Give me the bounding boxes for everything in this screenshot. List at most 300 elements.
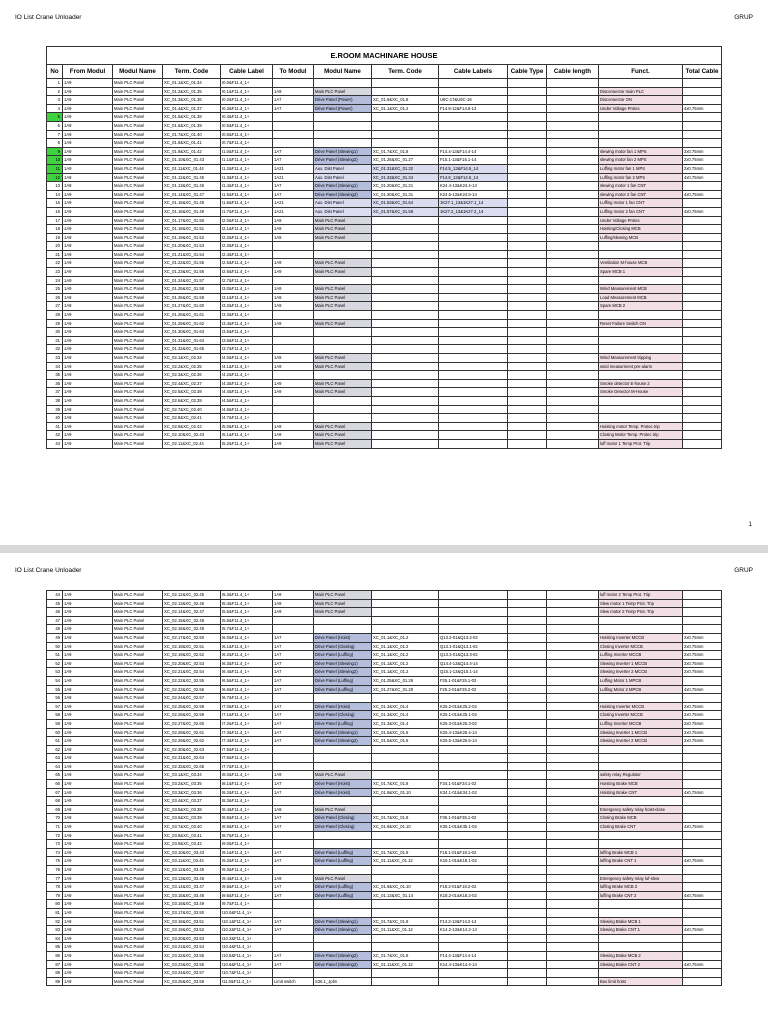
table-row xyxy=(47,431,722,440)
cell-cable-labels xyxy=(439,130,508,139)
cell-modul-name: Main PLC Panel xyxy=(113,737,163,746)
cell-total-cable xyxy=(683,96,722,105)
cell-cable-labels xyxy=(439,79,508,88)
cell-from-modul: 1A9 xyxy=(63,156,113,165)
cell-total-cable xyxy=(683,754,722,763)
cell-term-code: XC_01.9&XC_01.42 xyxy=(163,147,221,156)
cell-no: 6 xyxy=(47,121,63,130)
cell-term-code: XC_02.13&XC_02.46 xyxy=(163,599,221,608)
cell-to-modul: 1A7 xyxy=(273,719,314,728)
cell-cable-label: I3.0&F11.4_1+ xyxy=(221,285,273,294)
cell-total-cable xyxy=(683,250,722,259)
cell-term-code: XC_01.16&XC_01.49 xyxy=(163,207,221,216)
cell-cable-length xyxy=(547,233,599,242)
cell-to-modul-name: Drive Panel (Hoist) xyxy=(314,788,372,797)
cell-no: 33 xyxy=(47,354,63,363)
cell-no: 51 xyxy=(47,651,63,660)
cell-modul-name: Main PLC Panel xyxy=(113,96,163,105)
page-number: 1 xyxy=(748,522,752,528)
cell-from-modul: 1A9 xyxy=(63,651,113,660)
cell-term-code: XC_02.32&XC_02.65 xyxy=(163,762,221,771)
cell-from-modul: 1A9 xyxy=(63,362,113,371)
cell-term-code: XC_03.1&XC_03.34 xyxy=(163,771,221,780)
cell-from-modul: 1A9 xyxy=(63,319,113,328)
cell-from-modul: 1A9 xyxy=(63,848,113,857)
cell-term-code: XC_01.30&XC_01.63 xyxy=(163,328,221,337)
table-row xyxy=(47,439,722,448)
cell-funct xyxy=(599,969,683,978)
cell-term-code: XC_03.11&XC_03.44 xyxy=(163,857,221,866)
cell-term-code: XC_01.20&XC_01.53 xyxy=(163,242,221,251)
cell-cable-type xyxy=(508,917,547,926)
cell-to-modul-name: Main PLC Panel xyxy=(314,599,372,608)
cell-from-modul: 1A9 xyxy=(63,762,113,771)
cell-cable-labels: K34.1-01&K34.1-02 xyxy=(439,788,508,797)
cell-funct xyxy=(599,414,683,423)
cell-cable-length xyxy=(547,431,599,440)
cell-cable-length xyxy=(547,797,599,806)
cell-total-cable xyxy=(683,405,722,414)
cell-modul-name: Main PLC Panel xyxy=(113,616,163,625)
cell-total-cable xyxy=(683,874,722,883)
cell-term-code: XC_01.19&XC_01.52 xyxy=(163,233,221,242)
cell-cable-length xyxy=(547,207,599,216)
cell-to-modul-name xyxy=(314,616,372,625)
cell-cable-label: I0.3&F11.4_1+ xyxy=(221,104,273,113)
cell-cable-label: I1.4&F11.4_1+ xyxy=(221,182,273,191)
cell-cable-length xyxy=(547,216,599,225)
cell-to-term-code xyxy=(372,328,439,337)
cell-cable-type xyxy=(508,642,547,651)
cell-total-cable xyxy=(683,797,722,806)
table-row xyxy=(47,694,722,703)
cell-cable-label: I4.4&F11.4_1+ xyxy=(221,388,273,397)
cell-cable-length xyxy=(547,405,599,414)
cell-funct: wind measurment pre-alarm xyxy=(599,362,683,371)
cell-term-code: XC_02.11&XC_02.44 xyxy=(163,439,221,448)
cell-to-term-code xyxy=(372,388,439,397)
cell-cable-length xyxy=(547,87,599,96)
cell-to-modul xyxy=(273,371,314,380)
cell-no: 71 xyxy=(47,823,63,832)
cell-total-cable xyxy=(683,969,722,978)
cell-cable-length xyxy=(547,762,599,771)
cell-to-modul-name: Main PLC Panel xyxy=(314,354,372,363)
cell-to-term-code xyxy=(372,840,439,849)
cell-to-modul: 1A7 xyxy=(273,182,314,191)
table-row xyxy=(47,780,722,789)
cell-cable-type xyxy=(508,362,547,371)
cell-to-term-code: XC_01.1&XC_01.2 xyxy=(372,633,439,642)
table-row xyxy=(47,711,722,720)
cell-cable-labels xyxy=(439,900,508,909)
cell-modul-name: Main PLC Panel xyxy=(113,866,163,875)
cell-to-term-code: XC_01.9&XC_01.10 xyxy=(372,823,439,832)
cell-term-code: XC_01.14&XC_01.47 xyxy=(163,190,221,199)
cell-to-modul: 1A7 xyxy=(273,668,314,677)
cell-term-code: XC_03.12&XC_03.45 xyxy=(163,866,221,875)
cell-to-modul-name xyxy=(314,908,372,917)
cell-total-cable: 4x0,75mm xyxy=(683,190,722,199)
cell-to-term-code xyxy=(372,319,439,328)
cell-cable-type xyxy=(508,616,547,625)
cell-cable-label: I6.0&F11.4_1+ xyxy=(221,633,273,642)
cell-cable-labels xyxy=(439,831,508,840)
cell-to-modul-name: Main PLC Panel xyxy=(314,874,372,883)
cell-modul-name: Main PLC Panel xyxy=(113,319,163,328)
cell-cable-type xyxy=(508,694,547,703)
cell-total-cable xyxy=(683,182,722,191)
cell-to-modul-name: Drive Panel (Hoist) xyxy=(314,633,372,642)
cell-funct: Slew motor 2 Temp Prot. Trip xyxy=(599,608,683,617)
cell-to-modul-name: Aux. Dist Panel xyxy=(314,207,372,216)
cell-modul-name: Main PLC Panel xyxy=(113,823,163,832)
cell-total-cable xyxy=(683,285,722,294)
cell-total-cable xyxy=(683,87,722,96)
cell-to-modul: 1A9 xyxy=(273,216,314,225)
table-row xyxy=(47,156,722,165)
cell-to-modul xyxy=(273,405,314,414)
cell-to-modul-name xyxy=(314,371,372,380)
cell-total-cable: 2x0.75mm xyxy=(683,711,722,720)
cell-to-modul: 1A7 xyxy=(273,190,314,199)
cell-total-cable: 4x0,75mm xyxy=(683,926,722,935)
cell-to-modul: 1A9 xyxy=(273,319,314,328)
cell-modul-name: Main PLC Panel xyxy=(113,977,163,986)
cell-funct: Emergency safety relay luf-slew xyxy=(599,874,683,883)
cell-modul-name: Main PLC Panel xyxy=(113,908,163,917)
cell-from-modul: 1A9 xyxy=(63,379,113,388)
cell-funct: Luffing Inverter MCCB xyxy=(599,651,683,660)
table-row xyxy=(47,659,722,668)
cell-cable-length xyxy=(547,917,599,926)
cell-to-term-code xyxy=(372,908,439,917)
cell-term-code: XC_01.2&XC_01.35 xyxy=(163,87,221,96)
cell-cable-length xyxy=(547,977,599,986)
cell-cable-type xyxy=(508,866,547,875)
cell-funct: slewing motor fan 1 MPS xyxy=(599,147,683,156)
cell-to-modul-name: Drive Panel (Luffing) xyxy=(314,857,372,866)
cell-to-term-code xyxy=(372,379,439,388)
cell-cable-length xyxy=(547,676,599,685)
cell-term-code: XC_02.29&XC_02.62 xyxy=(163,737,221,746)
cell-funct: Luffing Inverter MCCB xyxy=(599,719,683,728)
cell-cable-length xyxy=(547,276,599,285)
cell-to-modul: 1A7 xyxy=(273,702,314,711)
cell-modul-name: Main PLC Panel xyxy=(113,285,163,294)
cell-funct: Closing Brake MCB xyxy=(599,814,683,823)
cell-modul-name: Main PLC Panel xyxy=(113,328,163,337)
io-table-page-1 xyxy=(46,46,722,449)
cell-from-modul: 1A9 xyxy=(63,771,113,780)
cell-cable-label: I9.5&F11.4_1+ xyxy=(221,883,273,892)
cell-no: 58 xyxy=(47,711,63,720)
cell-to-modul-name: Drive Panel (Hoist) xyxy=(314,702,372,711)
cell-term-code: XC_01.26&XC_01.59 xyxy=(163,293,221,302)
cell-term-code: XC_03.15&XC_03.48 xyxy=(163,891,221,900)
cell-cable-labels: U6C-17&U6C-16 xyxy=(439,96,508,105)
table-row xyxy=(47,96,722,105)
document-title: IO List Crane Unloader xyxy=(15,567,82,574)
cell-from-modul: 1A9 xyxy=(63,199,113,208)
cell-cable-type xyxy=(508,113,547,122)
cell-to-modul-name: Aux. Dist Panel xyxy=(314,199,372,208)
cell-cable-label: I1.5&F11.4_1+ xyxy=(221,190,273,199)
cell-term-code: XC_03.5&XC_03.38 xyxy=(163,805,221,814)
cell-from-modul: 1A9 xyxy=(63,268,113,277)
cell-funct xyxy=(599,762,683,771)
cell-cable-type xyxy=(508,216,547,225)
cell-cable-length xyxy=(547,728,599,737)
cell-cable-length xyxy=(547,242,599,251)
cell-no: 10 xyxy=(47,156,63,165)
cell-to-modul-name: Drive Panel (Closing) xyxy=(314,642,372,651)
cell-from-modul: 1A9 xyxy=(63,814,113,823)
cell-funct: Closing Inverter MCCB xyxy=(599,711,683,720)
cell-total-cable xyxy=(683,591,722,600)
cell-from-modul: 1A9 xyxy=(63,431,113,440)
cell-no: 65 xyxy=(47,771,63,780)
table-row xyxy=(47,745,722,754)
cell-total-cable xyxy=(683,336,722,345)
cell-term-code: XC_02.19&XC_02.52 xyxy=(163,651,221,660)
cell-term-code: XC_03.7&XC_03.40 xyxy=(163,823,221,832)
cell-from-modul: 1A9 xyxy=(63,371,113,380)
cell-to-modul-name xyxy=(314,797,372,806)
table-row xyxy=(47,130,722,139)
cell-term-code: XC_02.9&XC_02.42 xyxy=(163,422,221,431)
table-row xyxy=(47,371,722,380)
cell-to-modul xyxy=(273,276,314,285)
table-row xyxy=(47,840,722,849)
cell-cable-type xyxy=(508,139,547,148)
cell-cable-length xyxy=(547,173,599,182)
cell-cable-label: I11.0&F11.4_1+ xyxy=(221,977,273,986)
cell-no: 49 xyxy=(47,633,63,642)
cell-funct xyxy=(599,840,683,849)
cell-to-modul xyxy=(273,866,314,875)
cell-cable-length xyxy=(547,396,599,405)
cell-no: 7 xyxy=(47,130,63,139)
cell-cable-label: I10.5&F11.4_1+ xyxy=(221,951,273,960)
cell-to-modul: 1A7 xyxy=(273,814,314,823)
cell-cable-type xyxy=(508,354,547,363)
cell-funct: Disconnector ON xyxy=(599,96,683,105)
cell-term-code: XC_03.24&XC_03.57 xyxy=(163,969,221,978)
cell-no: 61 xyxy=(47,737,63,746)
cell-cable-length xyxy=(547,788,599,797)
cell-no: 13 xyxy=(47,182,63,191)
cell-funct: Slewing Inverter 1 MCCB xyxy=(599,659,683,668)
cell-cable-labels xyxy=(439,268,508,277)
cell-term-code: XC_01.6&XC_01.39 xyxy=(163,121,221,130)
cell-cable-labels xyxy=(439,379,508,388)
cell-to-term-code: XC_01.7&XC_01.8 xyxy=(372,814,439,823)
cell-from-modul: 1A9 xyxy=(63,745,113,754)
cell-cable-label: I0.6&F11.4_1+ xyxy=(221,130,273,139)
cell-cable-type xyxy=(508,276,547,285)
cell-from-modul: 1A9 xyxy=(63,883,113,892)
table-row xyxy=(47,405,722,414)
cell-cable-labels xyxy=(439,797,508,806)
cell-cable-type xyxy=(508,259,547,268)
cell-no: 40 xyxy=(47,414,63,423)
cell-cable-label: I6.7&F11.4_1+ xyxy=(221,694,273,703)
table-row xyxy=(47,199,722,208)
cell-to-modul-name: Drive Panel (Slewing2) xyxy=(314,737,372,746)
cell-funct: Load Measurement MCB xyxy=(599,293,683,302)
cell-cable-length xyxy=(547,840,599,849)
cell-to-modul-name: Drive Panel (Power) xyxy=(314,96,372,105)
cell-funct xyxy=(599,831,683,840)
cell-total-cable xyxy=(683,762,722,771)
cell-funct: luffing Brake MCB 1 xyxy=(599,848,683,857)
cell-to-modul: 1A9 xyxy=(273,362,314,371)
cell-cable-label: I1.1&F11.4_1+ xyxy=(221,156,273,165)
cell-cable-length xyxy=(547,960,599,969)
cell-to-modul: 1A9 xyxy=(273,439,314,448)
cell-to-modul-name: Drive Panel (Luffing) xyxy=(314,676,372,685)
cell-modul-name: Main PLC Panel xyxy=(113,276,163,285)
cell-no: 11 xyxy=(47,164,63,173)
cell-term-code: XC_01.24&XC_01.57 xyxy=(163,276,221,285)
cell-no: 85 xyxy=(47,943,63,952)
cell-cable-labels xyxy=(439,293,508,302)
cell-cable-label: I0.2&F11.4_1+ xyxy=(221,96,273,105)
table-row xyxy=(47,797,722,806)
cell-cable-length xyxy=(547,599,599,608)
cell-modul-name: Main PLC Panel xyxy=(113,780,163,789)
cell-cable-length xyxy=(547,694,599,703)
cell-to-term-code xyxy=(372,225,439,234)
cell-no: 12 xyxy=(47,173,63,182)
cell-total-cable xyxy=(683,814,722,823)
cell-no: 20 xyxy=(47,242,63,251)
cell-modul-name: Main PLC Panel xyxy=(113,293,163,302)
cell-cable-label: I0.5&F11.4_1+ xyxy=(221,121,273,130)
cell-total-cable: 2x0.75mm xyxy=(683,702,722,711)
cell-term-code: XC_02.17&XC_02.50 xyxy=(163,633,221,642)
cell-funct xyxy=(599,371,683,380)
cell-cable-label: I3.7&F11.4_1+ xyxy=(221,345,273,354)
cell-no: 18 xyxy=(47,225,63,234)
cell-to-modul: 1A9 xyxy=(273,268,314,277)
col-header-cable-length: Cable length xyxy=(547,65,599,79)
table-row xyxy=(47,207,722,216)
cell-funct: Ventilation M-house MCB xyxy=(599,259,683,268)
cell-modul-name: Main PLC Panel xyxy=(113,242,163,251)
cell-term-code: XC_01.13&XC_01.46 xyxy=(163,182,221,191)
cell-to-modul-name: Main PLC Panel xyxy=(314,431,372,440)
cell-no: 21 xyxy=(47,250,63,259)
cell-cable-length xyxy=(547,780,599,789)
cell-cable-labels xyxy=(439,625,508,634)
cell-cable-label: I1.3&F11.4_1+ xyxy=(221,173,273,182)
cell-from-modul: 1A9 xyxy=(63,216,113,225)
table-row xyxy=(47,113,722,122)
cell-total-cable xyxy=(683,599,722,608)
cell-term-code: XC_03.17&XC_03.50 xyxy=(163,908,221,917)
cell-term-code: XC_01.12&XC_01.45 xyxy=(163,173,221,182)
cell-cable-label: I5.2&F11.4_1+ xyxy=(221,439,273,448)
cell-no: 81 xyxy=(47,908,63,917)
cell-to-modul-name: Main PLC Panel xyxy=(314,268,372,277)
table-row xyxy=(47,702,722,711)
cell-cable-length xyxy=(547,891,599,900)
cell-to-modul xyxy=(273,625,314,634)
cell-cable-type xyxy=(508,711,547,720)
cell-to-modul-name: Aux. Dist Panel xyxy=(314,164,372,173)
cell-cable-label: I1.2&F11.4_1+ xyxy=(221,164,273,173)
cell-from-modul: 1A9 xyxy=(63,891,113,900)
cell-cable-length xyxy=(547,422,599,431)
cell-total-cable xyxy=(683,745,722,754)
cell-to-term-code: XC_01.30&XC_01.31 xyxy=(372,190,439,199)
cell-to-modul-name: Main PLC Panel xyxy=(314,259,372,268)
cell-cable-type xyxy=(508,319,547,328)
cell-cable-type xyxy=(508,934,547,943)
table-row xyxy=(47,414,722,423)
table-row xyxy=(47,960,722,969)
cell-cable-label: I6.2&F11.4_1+ xyxy=(221,651,273,660)
cell-cable-length xyxy=(547,642,599,651)
cell-cable-labels xyxy=(439,345,508,354)
cell-from-modul: 1A9 xyxy=(63,599,113,608)
cell-cable-type xyxy=(508,268,547,277)
cell-cable-type xyxy=(508,599,547,608)
cell-cable-label: I5.5&F11.4_1+ xyxy=(221,608,273,617)
cell-no: 4 xyxy=(47,104,63,113)
cell-to-term-code xyxy=(372,293,439,302)
cell-no: 19 xyxy=(47,233,63,242)
cell-to-term-code xyxy=(372,625,439,634)
cell-modul-name: Main PLC Panel xyxy=(113,960,163,969)
cell-to-term-code: XC_01.20&XC_01.21 xyxy=(372,182,439,191)
cell-to-modul xyxy=(273,908,314,917)
cell-cable-label: I3.1&F11.4_1+ xyxy=(221,293,273,302)
cell-cable-length xyxy=(547,943,599,952)
cell-from-modul: 1A9 xyxy=(63,866,113,875)
cell-to-modul xyxy=(273,250,314,259)
cell-cable-labels xyxy=(439,302,508,311)
cell-term-code: XC_03.19&XC_03.52 xyxy=(163,926,221,935)
cell-term-code: XC_03.18&XC_03.51 xyxy=(163,917,221,926)
cell-to-term-code: XC_01.11&XC_01.12 xyxy=(372,960,439,969)
cell-from-modul: 1A9 xyxy=(63,702,113,711)
cell-to-term-code: XC_01.1&XC_01.2 xyxy=(372,104,439,113)
cell-to-modul-name: Drive Panel (Luffing) xyxy=(314,848,372,857)
cell-no: 47 xyxy=(47,616,63,625)
cell-term-code: XC_03.21&XC_03.54 xyxy=(163,943,221,952)
cell-term-code: XC_02.25&XC_02.58 xyxy=(163,702,221,711)
cell-cable-length xyxy=(547,79,599,88)
cell-to-modul xyxy=(273,943,314,952)
table-row xyxy=(47,225,722,234)
cell-cable-labels xyxy=(439,87,508,96)
cell-cable-label: I2.1&F11.4_1+ xyxy=(221,225,273,234)
cell-to-term-code xyxy=(372,371,439,380)
table-row xyxy=(47,362,722,371)
cell-from-modul: 1A9 xyxy=(63,336,113,345)
cell-to-modul-name xyxy=(314,625,372,634)
cell-cable-label: I4.5&F11.4_1+ xyxy=(221,396,273,405)
cell-no: 43 xyxy=(47,439,63,448)
cell-funct xyxy=(599,908,683,917)
cell-to-modul-name: Aux. Dist Panel xyxy=(314,173,372,182)
cell-cable-label: I8.1&F11.4_1+ xyxy=(221,780,273,789)
cell-to-modul xyxy=(273,616,314,625)
cell-no: 72 xyxy=(47,831,63,840)
